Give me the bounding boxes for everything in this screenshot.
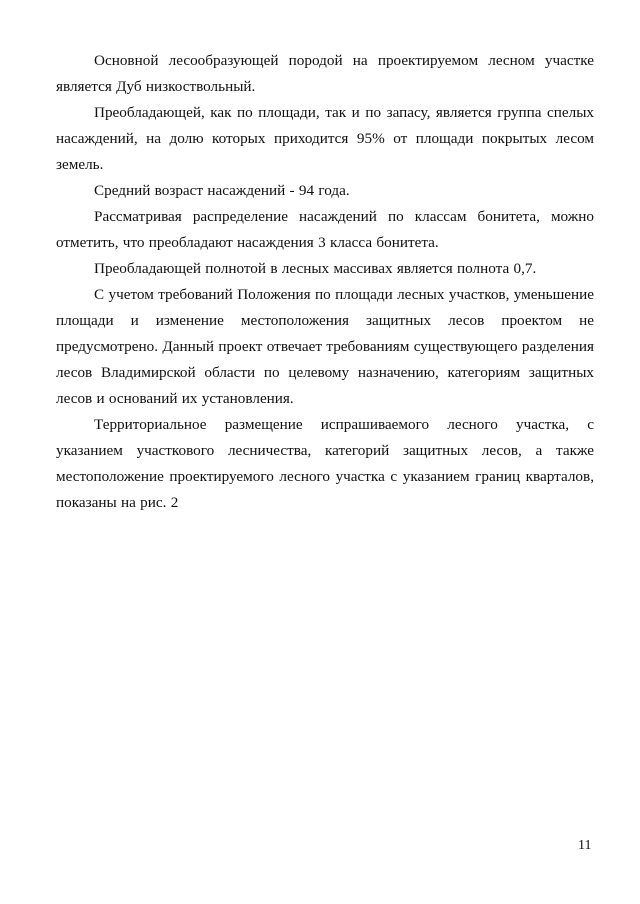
paragraph-territorial-placement: Территориальное размещение испрашиваемого лесного участка, с указанием участкового лесничества, категорий защитных лесов, а также местоположение проектируемого лесного участка с указанием границ кварталов, показаны на рис. 2 <box>56 416 594 511</box>
paragraph-site-class: Рассматривая распределение насаждений по классам бонитета, можно отметить, что преобладают насаждения 3 класса бонитета. <box>56 208 594 251</box>
paragraph-average-age: Средний возраст насаждений - 94 года. <box>94 182 350 199</box>
document-body <box>56 48 594 516</box>
paragraph-protective-forests: С учетом требований Положения по площади лесных участков, уменьшение площади и изменение местоположения защитных лесов проектом не предусмотрено. Данный проект отвечает требованиям существующего разделения лесов Владимирской области по целевому назначению, категориям защитных лесов и оснований их установления. <box>56 286 594 407</box>
page-number: 11 <box>578 838 592 853</box>
paragraph-main-species: Основной лесообразующей породой на проектируемом лесном участке является Дуб низкоствольный. <box>56 52 594 95</box>
paragraph-mature-stands: Преобладающей, как по площади, так и по запасу, является группа спелых насаждений, на долю которых приходится 95% от площади покрытых лесом земель. <box>56 104 594 173</box>
paragraph-density: Преобладающей полнотой в лесных массивах является полнота 0,7. <box>94 260 537 277</box>
